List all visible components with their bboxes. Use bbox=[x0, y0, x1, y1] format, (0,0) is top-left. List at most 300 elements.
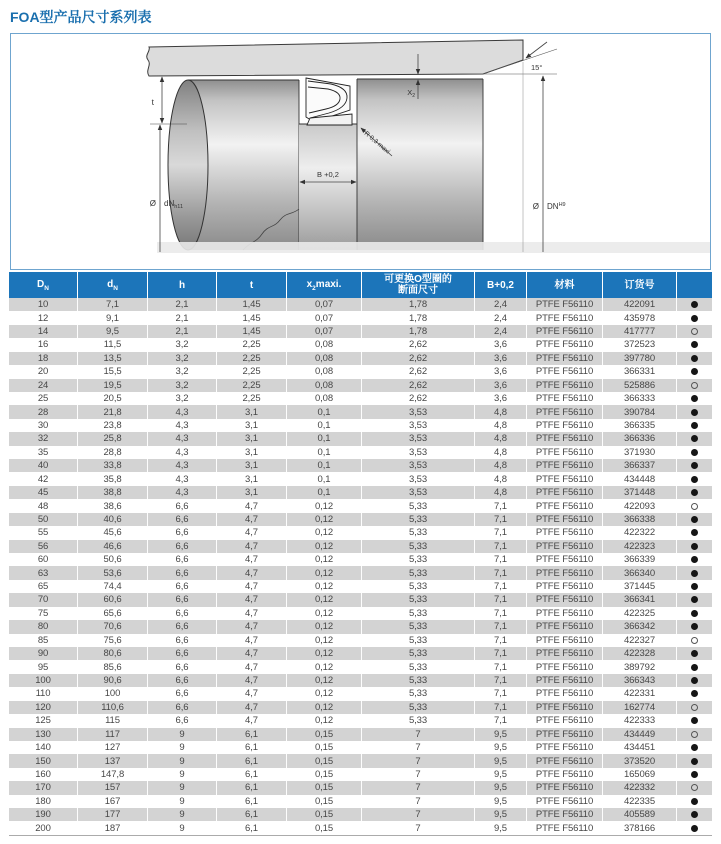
table-cell: 9,5 bbox=[78, 325, 148, 338]
table-cell: 4,3 bbox=[148, 419, 217, 432]
table-cell: 19,5 bbox=[78, 379, 148, 392]
availability-cell bbox=[677, 459, 711, 472]
filled-circle-icon bbox=[691, 489, 698, 496]
table-cell: 0,12 bbox=[287, 607, 362, 620]
table-row bbox=[9, 620, 712, 633]
table-cell: 9 bbox=[148, 808, 217, 821]
table-cell: 190 bbox=[9, 808, 78, 821]
table-cell: 525886 bbox=[603, 379, 677, 392]
table-cell: 6,1 bbox=[217, 781, 287, 794]
table-cell: 12 bbox=[9, 311, 78, 324]
table-cell: 6,1 bbox=[217, 754, 287, 767]
open-circle-icon bbox=[691, 784, 698, 791]
table-cell: 2,1 bbox=[148, 311, 217, 324]
table-cell: 46,6 bbox=[78, 540, 148, 553]
table-cell: 137 bbox=[78, 754, 148, 767]
table-cell: PTFE F56110 bbox=[527, 647, 603, 660]
column-header-3: h bbox=[148, 272, 217, 298]
table-cell: 157 bbox=[78, 781, 148, 794]
column-header-4: t bbox=[217, 272, 287, 298]
table-cell: 55 bbox=[9, 526, 78, 539]
filled-circle-icon bbox=[691, 744, 698, 751]
table-cell: 1,78 bbox=[362, 311, 475, 324]
table-cell: 2,25 bbox=[217, 352, 287, 365]
table-cell: 4,7 bbox=[217, 660, 287, 673]
table-cell: 4,3 bbox=[148, 432, 217, 445]
table-cell: 7,1 bbox=[475, 607, 527, 620]
availability-cell bbox=[677, 486, 711, 499]
table-cell: 4,8 bbox=[475, 459, 527, 472]
table-row bbox=[9, 660, 712, 673]
availability-cell bbox=[677, 499, 711, 512]
table-cell: 366336 bbox=[603, 432, 677, 445]
table-cell: 3,1 bbox=[217, 472, 287, 485]
table-cell: 4,7 bbox=[217, 620, 287, 633]
filled-circle-icon bbox=[691, 355, 698, 362]
table-cell: PTFE F56110 bbox=[527, 513, 603, 526]
table-cell: 0,15 bbox=[287, 768, 362, 781]
table-cell: 65,6 bbox=[78, 607, 148, 620]
table-cell: 422323 bbox=[603, 540, 677, 553]
table-cell: 3,1 bbox=[217, 446, 287, 459]
table-cell: PTFE F56110 bbox=[527, 419, 603, 432]
table-row bbox=[9, 365, 712, 378]
table-cell: 7,1 bbox=[475, 674, 527, 687]
table-cell: 9,5 bbox=[475, 741, 527, 754]
table-cell: 110,6 bbox=[78, 701, 148, 714]
table-cell: 80 bbox=[9, 620, 78, 633]
table-cell: 45 bbox=[9, 486, 78, 499]
table-cell: PTFE F56110 bbox=[527, 620, 603, 633]
table-cell: 366331 bbox=[603, 365, 677, 378]
table-cell: 9 bbox=[148, 728, 217, 741]
table-cell: 25 bbox=[9, 392, 78, 405]
table-cell: 40,6 bbox=[78, 513, 148, 526]
table-cell: 5,33 bbox=[362, 687, 475, 700]
availability-cell bbox=[677, 365, 711, 378]
filled-circle-icon bbox=[691, 395, 698, 402]
table-cell: 40 bbox=[9, 459, 78, 472]
table-cell: 3,2 bbox=[148, 352, 217, 365]
table-row bbox=[9, 714, 712, 727]
table-cell: PTFE F56110 bbox=[527, 607, 603, 620]
table-cell: 4,3 bbox=[148, 486, 217, 499]
table-cell: 9 bbox=[148, 741, 217, 754]
table-cell: 3,53 bbox=[362, 446, 475, 459]
table-cell: PTFE F56110 bbox=[527, 472, 603, 485]
table-cell: 3,6 bbox=[475, 379, 527, 392]
table-row bbox=[9, 741, 712, 754]
filled-circle-icon bbox=[691, 570, 698, 577]
filled-circle-icon bbox=[691, 758, 698, 765]
table-cell: 3,2 bbox=[148, 379, 217, 392]
table-cell: 90 bbox=[9, 647, 78, 660]
table-cell: 95 bbox=[9, 660, 78, 673]
table-cell: 4,7 bbox=[217, 701, 287, 714]
filled-circle-icon bbox=[691, 449, 698, 456]
table-cell: 6,1 bbox=[217, 741, 287, 754]
table-cell: 7,1 bbox=[475, 499, 527, 512]
filled-circle-icon bbox=[691, 368, 698, 375]
table-cell: 378166 bbox=[603, 821, 677, 834]
table-cell: 127 bbox=[78, 741, 148, 754]
table-cell: 25,8 bbox=[78, 432, 148, 445]
table-cell: 4,7 bbox=[217, 714, 287, 727]
table-cell: 0,08 bbox=[287, 392, 362, 405]
table-cell: 9,5 bbox=[475, 808, 527, 821]
table-cell: 9,5 bbox=[475, 768, 527, 781]
availability-cell bbox=[677, 821, 711, 834]
availability-cell bbox=[677, 392, 711, 405]
table-cell: PTFE F56110 bbox=[527, 392, 603, 405]
table-row bbox=[9, 392, 712, 405]
table-row bbox=[9, 781, 712, 794]
table-row bbox=[9, 513, 712, 526]
table-cell: PTFE F56110 bbox=[527, 566, 603, 579]
table-cell: 6,1 bbox=[217, 728, 287, 741]
table-cell: 38,6 bbox=[78, 499, 148, 512]
table-cell: 2,4 bbox=[475, 311, 527, 324]
bottom-fade-band bbox=[157, 242, 710, 254]
table-cell: 5,33 bbox=[362, 634, 475, 647]
table-cell: PTFE F56110 bbox=[527, 499, 603, 512]
table-cell: 2,1 bbox=[148, 325, 217, 338]
availability-cell bbox=[677, 566, 711, 579]
table-cell: PTFE F56110 bbox=[527, 446, 603, 459]
table-cell: 7 bbox=[362, 781, 475, 794]
table-cell: 115 bbox=[78, 714, 148, 727]
table-cell: 3,1 bbox=[217, 486, 287, 499]
table-cell: 4,7 bbox=[217, 687, 287, 700]
table-cell: PTFE F56110 bbox=[527, 808, 603, 821]
table-cell: 6,6 bbox=[148, 660, 217, 673]
availability-cell bbox=[677, 795, 711, 808]
table-cell: 6,6 bbox=[148, 634, 217, 647]
availability-cell bbox=[677, 741, 711, 754]
table-cell: 4,7 bbox=[217, 566, 287, 579]
filled-circle-icon bbox=[691, 583, 698, 590]
table-cell: 162774 bbox=[603, 701, 677, 714]
table-cell: 7,1 bbox=[475, 526, 527, 539]
table-cell: 200 bbox=[9, 821, 78, 834]
table-cell: 32 bbox=[9, 432, 78, 445]
availability-cell bbox=[677, 768, 711, 781]
table-cell: 33,8 bbox=[78, 459, 148, 472]
table-cell: 3,53 bbox=[362, 472, 475, 485]
table-cell: 7,1 bbox=[475, 647, 527, 660]
table-cell: 14 bbox=[9, 325, 78, 338]
table-cell: 9 bbox=[148, 768, 217, 781]
availability-cell bbox=[677, 674, 711, 687]
table-cell: 6,1 bbox=[217, 821, 287, 834]
table-cell: 3,1 bbox=[217, 419, 287, 432]
filled-circle-icon bbox=[691, 596, 698, 603]
filled-circle-icon bbox=[691, 462, 698, 469]
table-cell: 6,6 bbox=[148, 714, 217, 727]
table-cell: 110 bbox=[9, 687, 78, 700]
table-cell: 75,6 bbox=[78, 634, 148, 647]
availability-cell bbox=[677, 325, 711, 338]
table-cell: 0,12 bbox=[287, 580, 362, 593]
table-cell: 0,12 bbox=[287, 499, 362, 512]
table-cell: 4,3 bbox=[148, 459, 217, 472]
table-cell: 0,12 bbox=[287, 714, 362, 727]
table-cell: 7 bbox=[362, 768, 475, 781]
table-cell: PTFE F56110 bbox=[527, 338, 603, 351]
open-circle-icon bbox=[691, 503, 698, 510]
table-cell: 6,1 bbox=[217, 795, 287, 808]
availability-cell bbox=[677, 526, 711, 539]
availability-cell bbox=[677, 701, 711, 714]
table-cell: 6,6 bbox=[148, 647, 217, 660]
table-cell: 7 bbox=[362, 821, 475, 834]
filled-circle-icon bbox=[691, 677, 698, 684]
table-cell: 3,6 bbox=[475, 352, 527, 365]
table-cell: 3,6 bbox=[475, 392, 527, 405]
filled-circle-icon bbox=[691, 422, 698, 429]
shaft-dia-label: $dN_{h11}$ bbox=[164, 199, 184, 210]
table-cell: 373520 bbox=[603, 754, 677, 767]
groove-bottom-cylinder bbox=[299, 124, 357, 250]
table-cell: 6,6 bbox=[148, 620, 217, 633]
table-cell: 2,62 bbox=[362, 352, 475, 365]
table-cell: 70 bbox=[9, 593, 78, 606]
table-cell: PTFE F56110 bbox=[527, 795, 603, 808]
table-cell: 3,1 bbox=[217, 432, 287, 445]
table-cell: 10 bbox=[9, 298, 78, 311]
table-cell: PTFE F56110 bbox=[527, 486, 603, 499]
table-cell: 147,8 bbox=[78, 768, 148, 781]
table-row bbox=[9, 459, 712, 472]
table-cell: 434448 bbox=[603, 472, 677, 485]
column-header-10 bbox=[677, 272, 711, 298]
availability-cell bbox=[677, 647, 711, 660]
table-cell: 2,4 bbox=[475, 325, 527, 338]
table-cell: 15,5 bbox=[78, 365, 148, 378]
table-cell: 0,1 bbox=[287, 459, 362, 472]
table-cell: 160 bbox=[9, 768, 78, 781]
table-cell: 0,15 bbox=[287, 741, 362, 754]
availability-cell bbox=[677, 472, 711, 485]
filled-circle-icon bbox=[691, 315, 698, 322]
table-cell: 3,2 bbox=[148, 365, 217, 378]
table-cell: 13,5 bbox=[78, 352, 148, 365]
table-cell: 2,62 bbox=[362, 379, 475, 392]
table-cell: 5,33 bbox=[362, 674, 475, 687]
availability-cell bbox=[677, 593, 711, 606]
table-cell: PTFE F56110 bbox=[527, 432, 603, 445]
table-cell: 366333 bbox=[603, 392, 677, 405]
table-cell: 4,3 bbox=[148, 405, 217, 418]
table-cell: 0,15 bbox=[287, 728, 362, 741]
table-cell: 9 bbox=[148, 821, 217, 834]
bore-dia-symbol: Ø bbox=[532, 202, 539, 211]
table-cell: PTFE F56110 bbox=[527, 580, 603, 593]
table-cell: 422331 bbox=[603, 687, 677, 700]
table-cell: 7,1 bbox=[475, 620, 527, 633]
table-cell: 6,6 bbox=[148, 580, 217, 593]
table-cell: 0,1 bbox=[287, 472, 362, 485]
table-cell: 5,33 bbox=[362, 566, 475, 579]
table-cell: 4,3 bbox=[148, 472, 217, 485]
table-cell: 3,6 bbox=[475, 365, 527, 378]
table-cell: 23,8 bbox=[78, 419, 148, 432]
table-cell: 120 bbox=[9, 701, 78, 714]
table-row bbox=[9, 674, 712, 687]
table-cell: 6,6 bbox=[148, 701, 217, 714]
table-cell: 7 bbox=[362, 741, 475, 754]
table-cell: 422325 bbox=[603, 607, 677, 620]
table-cell: 5,33 bbox=[362, 714, 475, 727]
table-cell: 5,33 bbox=[362, 620, 475, 633]
availability-cell bbox=[677, 607, 711, 620]
table-cell: 2,62 bbox=[362, 392, 475, 405]
table-cell: 2,62 bbox=[362, 338, 475, 351]
table-cell: 390784 bbox=[603, 405, 677, 418]
filled-circle-icon bbox=[691, 610, 698, 617]
table-cell: 24 bbox=[9, 379, 78, 392]
table-header-row bbox=[9, 272, 712, 298]
table-cell: PTFE F56110 bbox=[527, 714, 603, 727]
table-cell: 5,33 bbox=[362, 526, 475, 539]
table-cell: 20 bbox=[9, 365, 78, 378]
table-cell: 3,53 bbox=[362, 459, 475, 472]
table-cell: 5,33 bbox=[362, 607, 475, 620]
table-cell: 0,08 bbox=[287, 365, 362, 378]
table-cell: 48 bbox=[9, 499, 78, 512]
seal-profile bbox=[306, 78, 352, 125]
table-cell: 90,6 bbox=[78, 674, 148, 687]
table-cell: 6,6 bbox=[148, 687, 217, 700]
table-cell: 16 bbox=[9, 338, 78, 351]
availability-cell bbox=[677, 660, 711, 673]
table-row bbox=[9, 325, 712, 338]
table-cell: 366341 bbox=[603, 593, 677, 606]
table-cell: 0,12 bbox=[287, 526, 362, 539]
shaft-end-face bbox=[168, 80, 208, 250]
table-cell: 7,1 bbox=[475, 660, 527, 673]
table-cell: 167 bbox=[78, 795, 148, 808]
table-cell: 0,1 bbox=[287, 432, 362, 445]
table-cell: 165069 bbox=[603, 768, 677, 781]
table-cell: 150 bbox=[9, 754, 78, 767]
table-row bbox=[9, 566, 712, 579]
table-row bbox=[9, 486, 712, 499]
table-cell: 371445 bbox=[603, 580, 677, 593]
table-cell: 85 bbox=[9, 634, 78, 647]
table-cell: 7,1 bbox=[475, 687, 527, 700]
table-cell: 0,1 bbox=[287, 486, 362, 499]
dimension-series-table bbox=[9, 272, 712, 836]
t-label: t bbox=[151, 97, 154, 107]
table-cell: 4,7 bbox=[217, 526, 287, 539]
filled-circle-icon bbox=[691, 650, 698, 657]
table-row bbox=[9, 405, 712, 418]
table-cell: PTFE F56110 bbox=[527, 768, 603, 781]
table-cell: 7 bbox=[362, 728, 475, 741]
table-cell: PTFE F56110 bbox=[527, 701, 603, 714]
availability-cell bbox=[677, 781, 711, 794]
availability-cell bbox=[677, 728, 711, 741]
table-cell: 0,07 bbox=[287, 298, 362, 311]
x2-label: $X_2$ bbox=[407, 88, 415, 99]
table-cell: 180 bbox=[9, 795, 78, 808]
table-cell: 5,33 bbox=[362, 540, 475, 553]
filled-circle-icon bbox=[691, 409, 698, 416]
availability-cell bbox=[677, 419, 711, 432]
table-cell: 6,6 bbox=[148, 540, 217, 553]
table-cell: 56 bbox=[9, 540, 78, 553]
table-cell: 5,33 bbox=[362, 580, 475, 593]
table-cell: 7,1 bbox=[475, 540, 527, 553]
table-cell: 6,1 bbox=[217, 808, 287, 821]
table-cell: 7 bbox=[362, 754, 475, 767]
table-row bbox=[9, 768, 712, 781]
table-cell: 5,33 bbox=[362, 593, 475, 606]
table-cell: 371930 bbox=[603, 446, 677, 459]
filled-circle-icon bbox=[691, 556, 698, 563]
table-cell: 60,6 bbox=[78, 593, 148, 606]
availability-cell bbox=[677, 298, 711, 311]
table-cell: PTFE F56110 bbox=[527, 540, 603, 553]
filled-circle-icon bbox=[691, 341, 698, 348]
table-cell: PTFE F56110 bbox=[527, 674, 603, 687]
table-row bbox=[9, 607, 712, 620]
column-header-1: D N bbox=[9, 272, 78, 298]
table-cell: 3,53 bbox=[362, 432, 475, 445]
table-cell: 3,53 bbox=[362, 486, 475, 499]
availability-cell bbox=[677, 311, 711, 324]
filled-circle-icon bbox=[691, 301, 698, 308]
table-cell: PTFE F56110 bbox=[527, 687, 603, 700]
availability-cell bbox=[677, 540, 711, 553]
table-cell: 1,45 bbox=[217, 311, 287, 324]
table-cell: 4,7 bbox=[217, 607, 287, 620]
table-row bbox=[9, 432, 712, 445]
table-cell: 6,6 bbox=[148, 593, 217, 606]
open-circle-icon bbox=[691, 637, 698, 644]
table-cell: 0,12 bbox=[287, 593, 362, 606]
table-row bbox=[9, 634, 712, 647]
bottom-white-band bbox=[157, 253, 710, 269]
table-cell: 3,1 bbox=[217, 459, 287, 472]
table-cell: 422333 bbox=[603, 714, 677, 727]
table-cell: 2,62 bbox=[362, 365, 475, 378]
table-row bbox=[9, 540, 712, 553]
table-cell: 4,3 bbox=[148, 446, 217, 459]
table-cell: 65 bbox=[9, 580, 78, 593]
availability-cell bbox=[677, 553, 711, 566]
availability-cell bbox=[677, 513, 711, 526]
table-cell: 50,6 bbox=[78, 553, 148, 566]
availability-cell bbox=[677, 620, 711, 633]
filled-circle-icon bbox=[691, 825, 698, 832]
table-cell: 9,1 bbox=[78, 311, 148, 324]
table-row bbox=[9, 593, 712, 606]
table-cell: PTFE F56110 bbox=[527, 553, 603, 566]
table-cell: 0,12 bbox=[287, 566, 362, 579]
table-cell: 63 bbox=[9, 566, 78, 579]
table-cell: 4,7 bbox=[217, 634, 287, 647]
availability-cell bbox=[677, 405, 711, 418]
table-cell: PTFE F56110 bbox=[527, 660, 603, 673]
table-cell: PTFE F56110 bbox=[527, 593, 603, 606]
table-cell: 4,8 bbox=[475, 446, 527, 459]
table-cell: 80,6 bbox=[78, 647, 148, 660]
table-row bbox=[9, 701, 712, 714]
radius-label: R 0,3 maxi bbox=[362, 130, 392, 156]
table-cell: 42 bbox=[9, 472, 78, 485]
